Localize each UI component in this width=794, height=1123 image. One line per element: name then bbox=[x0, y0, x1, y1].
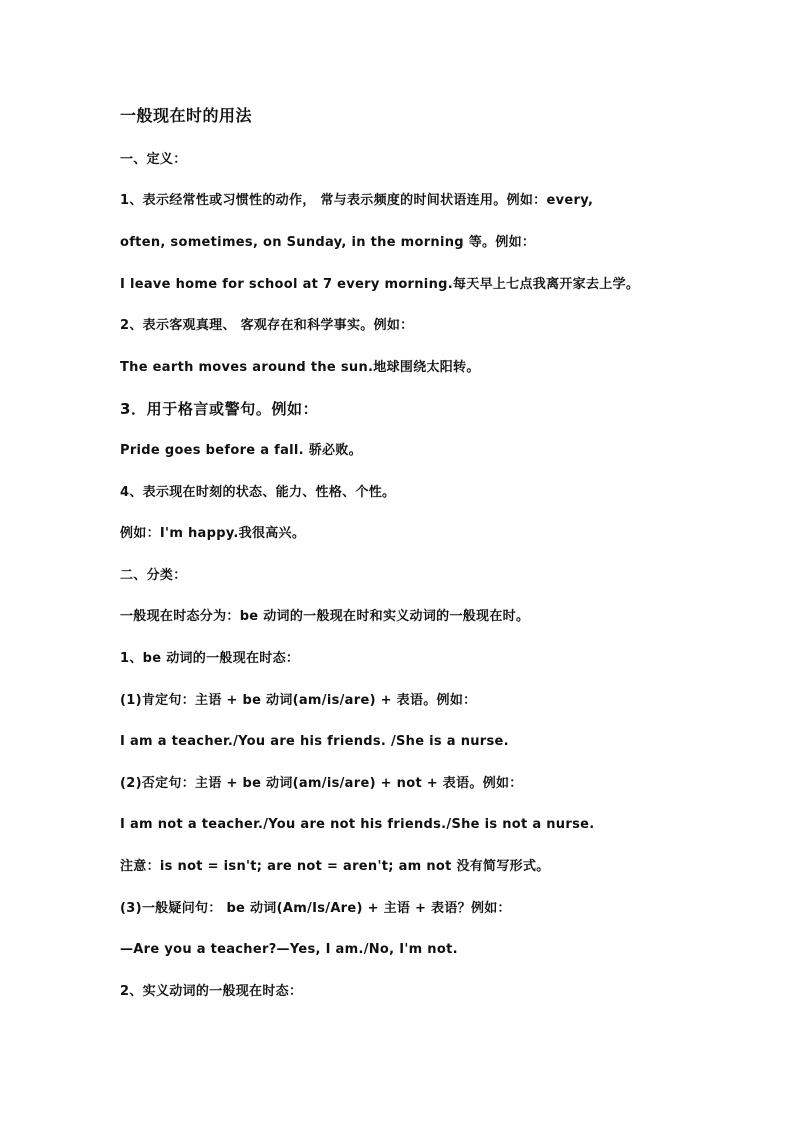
rule-line: (2)否定句：主语 + be 动词(am/is/are) + not + 表语。例如： bbox=[120, 776, 523, 791]
section-heading-classification: 二、分类： bbox=[120, 568, 187, 583]
example-sentence: The earth moves around the sun.地球围绕太阳转。 bbox=[120, 360, 480, 375]
paragraph-line: 1、表示经常性或习惯性的动作， 常与表示频度的时间状语连用。例如：every, bbox=[120, 193, 594, 208]
example-sentence: 例如：I'm happy.我很高兴。 bbox=[120, 526, 306, 541]
example-sentence: Pride goes before a fall. 骄必败。 bbox=[120, 443, 362, 458]
paragraph-line: 3．用于格言或警句。例如： bbox=[120, 400, 319, 418]
rule-line: (1)肯定句：主语 + be 动词(am/is/are) + 表语。例如： bbox=[120, 693, 477, 708]
rule-line: (3)一般疑问句： be 动词(Am/Is/Are) + 主语 + 表语？例如： bbox=[120, 901, 511, 916]
paragraph-line: often, sometimes, on Sunday, in the morning 等。例如： bbox=[120, 235, 536, 250]
document-title: 一般现在时的用法 bbox=[120, 106, 253, 125]
subsection-heading: 2、实义动词的一般现在时态： bbox=[120, 984, 303, 999]
paragraph-line: 4、表示现在时刻的状态、能力、性格、个性。 bbox=[120, 485, 396, 500]
paragraph-line: 一般现在时态分为：be 动词的一般现在时和实义动词的一般现在时。 bbox=[120, 609, 530, 624]
section-heading-definition: 一、定义： bbox=[120, 152, 187, 167]
subsection-heading: 1、be 动词的一般现在时态： bbox=[120, 651, 300, 666]
paragraph-line: 2、表示客观真理、 客观存在和科学事实。例如： bbox=[120, 318, 414, 333]
example-sentence: —Are you a teacher?—Yes, I am./No, I'm not. bbox=[120, 942, 458, 957]
note-line: 注意：is not = isn't; are not = aren't; am not 没有简写形式。 bbox=[120, 859, 550, 874]
example-sentence: I am not a teacher./You are not his friends./She is not a nurse. bbox=[120, 817, 595, 832]
example-sentence: I leave home for school at 7 every morning.每天早上七点我离开家去上学。 bbox=[120, 277, 640, 292]
example-sentence: I am a teacher./You are his friends. /She is a nurse. bbox=[120, 734, 509, 749]
